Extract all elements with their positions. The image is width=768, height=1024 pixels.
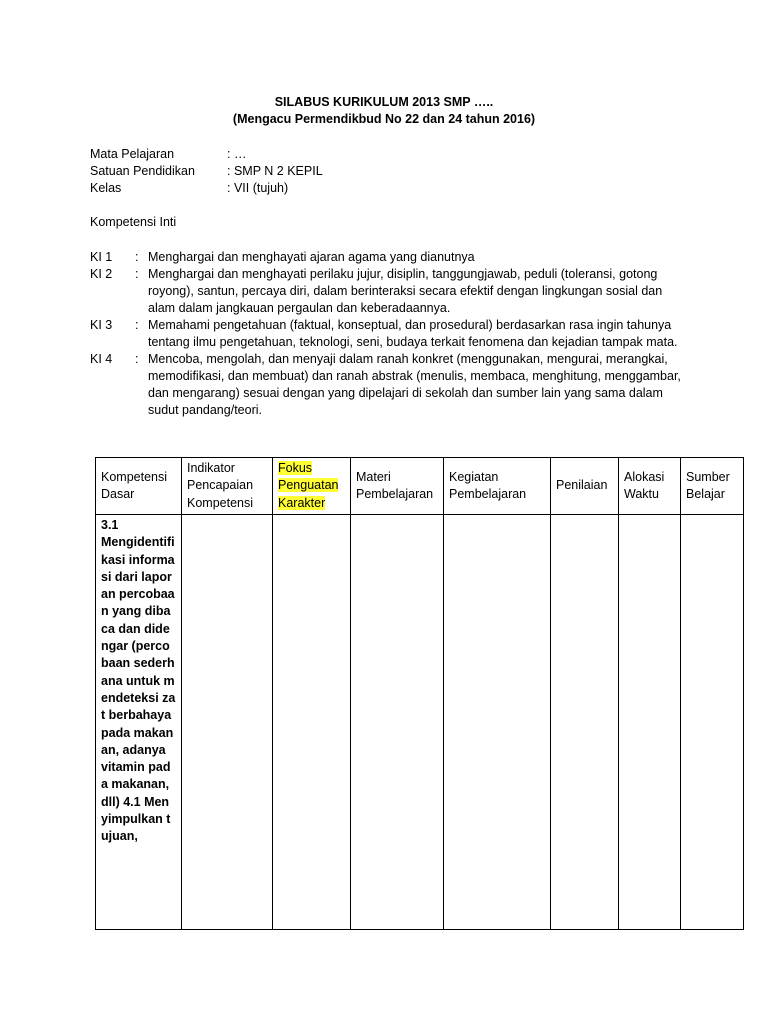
table-row — [96, 515, 744, 930]
column-header-indikator: Indikator Pencapaian Kompetensi — [182, 458, 273, 515]
ki-text: Menghargai dan menghayati ajaran agama yang dianutnya — [148, 250, 475, 264]
ki-text: Menghargai dan menghayati perilaku jujur, disiplin, tanggungjawab, peduli (toleransi, gotong royong), santun, percaya diri, dalam berinteraksi secara efektif dengan lingkungan sosial dan alam dalam jangkauan pergaulan dan keberadaannya. — [148, 267, 663, 315]
ki-item — [90, 249, 690, 266]
ki-item — [90, 266, 690, 317]
meta-row-school — [90, 163, 323, 180]
meta-value: : VII (tujuh) — [227, 181, 289, 195]
ki-colon: : — [135, 267, 139, 281]
column-header-materi: Materi Pembelajaran — [351, 458, 444, 515]
meta-label: Kelas — [90, 181, 122, 195]
kd-cell — [96, 515, 182, 930]
ki-colon: : — [135, 318, 139, 332]
meta-value: : … — [227, 147, 247, 161]
column-header-fokus-karakter — [273, 458, 351, 515]
ki-text: Memahami pengetahuan (faktual, konseptual, dan prosedural) berdasarkan rasa ingin tahunya tentang ilmu pengetahuan, teknologi, seni, budaya terkait fenomena dan kejadian tampak mata. — [148, 318, 678, 349]
core-competency-list — [90, 249, 690, 419]
meta-row-subject — [90, 146, 323, 163]
ki-colon: : — [135, 352, 139, 366]
column-header-kompetensi-dasar: Kompetensi Dasar — [96, 458, 182, 515]
table-cell — [182, 515, 273, 930]
meta-label: Satuan Pendidikan — [90, 164, 195, 178]
ki-code: KI 4 — [90, 352, 113, 366]
document-subtitle: (Mengacu Permendikbud No 22 dan 24 tahun 2016) — [232, 112, 536, 126]
table-header-row — [96, 458, 744, 515]
column-header-alokasi: Alokasi Waktu — [619, 458, 681, 515]
table-cell — [273, 515, 351, 930]
highlighted-header-text: Fokus Penguatan Karakter — [278, 461, 339, 510]
ki-text: Mencoba, mengolah, dan menyaji dalam ranah konkret (menggunakan, mengurai, merangkai, memodifikasi, dan membuat) dan ranah abstrak (menulis, membaca, menghitung, menggambar, dan mengarang) sesuai dengan yang dipelajari di sekolah dan sumber lain yang sama dalam sudut pandang/teori. — [148, 352, 681, 417]
kd-number: 3.1 — [101, 518, 119, 532]
ki-item — [90, 351, 690, 419]
table-cell — [619, 515, 681, 930]
column-header-sumber: Sumber Belajar — [681, 458, 744, 515]
ki-item — [90, 317, 690, 351]
kd-text: Mengidentifikasi informasi dari laporan percobaan yang dibaca dan didengar (percobaan sederhana untuk mendeteksi zat berbahaya pada makanan, adanya vitamin pada makanan, dll) 4.1 Menyimpulkan tujuan, — [101, 535, 176, 844]
meta-label: Mata Pelajaran — [90, 147, 175, 161]
ki-code: KI 3 — [90, 318, 113, 332]
identity-block — [90, 146, 323, 197]
meta-value: : SMP N 2 KEPIL — [227, 164, 323, 178]
meta-row-class — [90, 180, 323, 197]
table-cell — [681, 515, 744, 930]
table-cell — [351, 515, 444, 930]
syllabus-table — [95, 457, 744, 930]
ki-code: KI 1 — [90, 250, 113, 264]
column-header-kegiatan: Kegiatan Pembelajaran — [444, 458, 551, 515]
table-cell — [551, 515, 619, 930]
ki-code: KI 2 — [90, 267, 113, 281]
document-title: SILABUS KURIKULUM 2013 SMP ….. — [274, 95, 494, 109]
table-cell — [444, 515, 551, 930]
ki-colon: : — [135, 250, 139, 264]
section-heading: Kompetensi Inti — [90, 215, 177, 229]
column-header-penilaian: Penilaian — [551, 458, 619, 515]
